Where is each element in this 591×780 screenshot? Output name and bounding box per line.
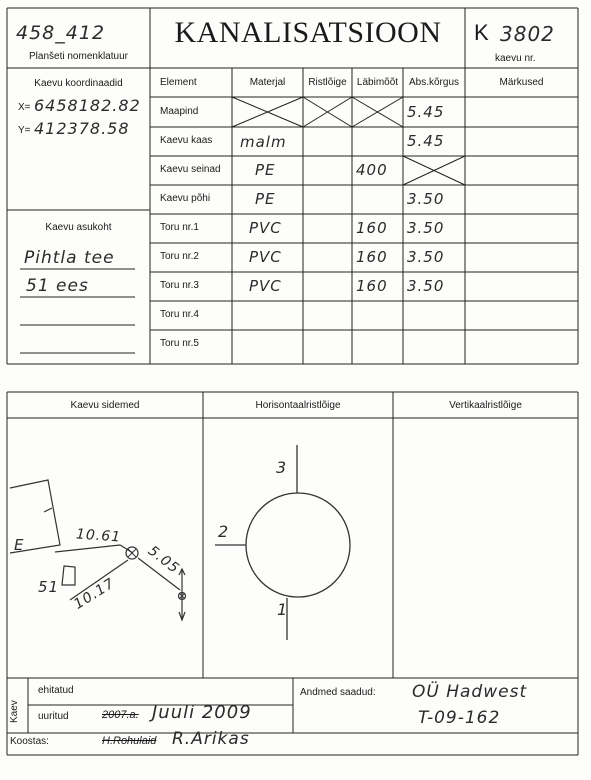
row-element: Kaevu põhi — [160, 193, 211, 204]
distance-3: 10.17 — [71, 575, 118, 613]
col-header-material: Materjal — [249, 77, 286, 88]
row-diameter: 160 — [356, 248, 388, 266]
col-header-cross-section: Ristlõige — [308, 77, 347, 88]
well-side-label: Kaev — [9, 700, 20, 723]
y-prefix: Y= — [18, 125, 31, 136]
row-diameter: 160 — [356, 219, 388, 237]
x-coordinate: 6458182.82 — [34, 96, 141, 115]
surveyed-old-value: 2007.a. — [102, 709, 139, 721]
page-title: KANALISATSIOON — [174, 16, 442, 49]
row-element: Toru nr.4 — [160, 309, 199, 320]
col-header-notes: Märkused — [499, 77, 544, 88]
data-from-value-2: T-09-162 — [418, 708, 501, 728]
nomenclature-value: 458_412 — [16, 22, 106, 44]
row-abs-height: 3.50 — [407, 219, 445, 237]
data-from-value-1: OÜ Hadwest — [412, 682, 528, 702]
row-abs-height: 3.50 — [407, 248, 445, 266]
distance-1: 10.61 — [75, 526, 122, 546]
row-element: Toru nr.3 — [160, 280, 199, 291]
row-diameter: 400 — [356, 161, 388, 179]
row-element: Kaevu seinad — [160, 164, 221, 175]
pipe-label-1: 1 — [277, 600, 289, 619]
row-material: PE — [255, 161, 276, 179]
well-number-prefix: K — [474, 20, 489, 45]
ties-title: Kaevu sidemed — [70, 400, 140, 411]
distance-2: 5.05 — [144, 542, 183, 578]
building-label-1: E — [14, 536, 25, 554]
col-header-element: Element — [160, 77, 197, 88]
location-line-1: Pihtla tee — [24, 248, 115, 268]
coordinates-title: Kaevu koordinaadid — [34, 78, 123, 89]
row-material: PE — [255, 190, 276, 208]
surveyed-label: uuritud — [38, 711, 69, 722]
row-diameter: 160 — [356, 277, 388, 295]
col-header-diameter: Läbimõõt — [356, 77, 399, 88]
row-element: Toru nr.5 — [160, 338, 199, 349]
y-coordinate: 412378.58 — [34, 119, 130, 138]
row-abs-height: 3.50 — [407, 190, 445, 208]
row-material: PVC — [249, 219, 282, 237]
row-abs-height: 3.50 — [407, 277, 445, 295]
location-title: Kaevu asukoht — [45, 222, 112, 233]
data-from-label: Andmed saadud: — [300, 687, 376, 698]
col-header-abs-height: Abs.kõrgus — [408, 77, 460, 88]
row-material: PVC — [249, 248, 282, 266]
nomenclature-label: Planšeti nomenklatuur — [29, 51, 128, 62]
row-abs-height: 5.45 — [407, 103, 445, 121]
location-line-2: 51 ees — [26, 276, 89, 296]
row-abs-height: 5.45 — [407, 132, 445, 150]
pipe-label-3: 3 — [276, 458, 288, 477]
well-number-value: 3802 — [500, 22, 555, 46]
row-element: Maapind — [160, 106, 199, 117]
compiled-label: Koostas: — [10, 736, 49, 747]
row-element: Toru nr.2 — [160, 251, 199, 262]
built-label: ehitatud — [38, 685, 74, 696]
compiled-old-value: H.Rohulaid — [102, 735, 157, 747]
horizontal-section-title: Horisontaalristlõige — [255, 400, 341, 411]
surveyed-value: Juuli 2009 — [152, 702, 252, 723]
row-material: malm — [240, 133, 287, 151]
x-prefix: X= — [18, 102, 31, 113]
row-material: PVC — [249, 277, 282, 295]
row-element: Kaevu kaas — [160, 135, 213, 146]
compiled-value: R.Arikas — [172, 729, 250, 749]
vertical-section-title: Vertikaalristlõige — [449, 400, 522, 411]
well-number-label: kaevu nr. — [495, 53, 536, 64]
row-element: Toru nr.1 — [160, 222, 199, 233]
building-label-2: 51 — [38, 578, 60, 596]
pipe-label-2: 2 — [218, 522, 230, 541]
